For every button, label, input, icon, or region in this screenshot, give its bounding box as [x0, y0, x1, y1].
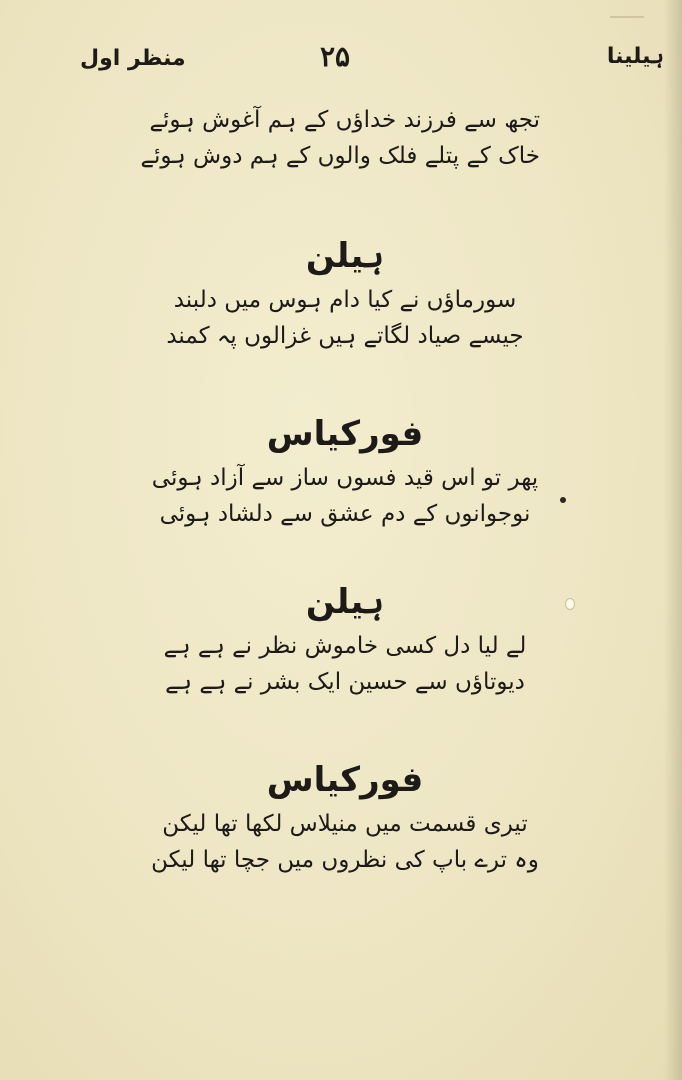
paper-hole [565, 598, 575, 610]
dialogue-section [150, 760, 540, 878]
opening-verse [140, 102, 540, 174]
speaker-name: فورکیاس [266, 414, 424, 454]
scan-mark [610, 16, 644, 18]
page-header [0, 40, 682, 80]
speaker-name: فورکیاس [266, 760, 424, 800]
dialogue-section [150, 414, 540, 532]
running-title-right: ہیلینا [606, 44, 664, 69]
verse-line: لے لیا دل کسی خاموش نظر نے ہے ہے [163, 633, 527, 659]
verse-line: پھر تو اس قید فسوں ساز سے آزاد ہوئی [151, 465, 539, 491]
verse-line: تیری قسمت میں منیلاس لکھا تھا لیکن [162, 811, 528, 837]
page-spine-shadow [664, 0, 682, 1080]
ink-speck [560, 497, 566, 503]
verse-line: تجھ سے فرزند خداؤں کے ہم آغوش ہوئے [149, 107, 540, 133]
verse-line: وہ ترے باپ کی نظروں میں جچا تھا لیکن [151, 847, 539, 873]
verse-line: خاک کے پتلے فلک والوں کے ہم دوش ہوئے [140, 143, 540, 169]
speaker-name: ہیلن [305, 236, 385, 276]
dialogue-section [150, 582, 540, 700]
verse-line: جیسے صیاد لگاتے ہیں غزالوں پہ کمند [166, 323, 524, 349]
verse-line: دیوتاؤں سے حسین ایک بشر نے ہے ہے [165, 669, 525, 695]
verse-line: نوجوانوں کے دم عشق سے دلشاد ہوئی [159, 501, 531, 527]
running-title-left: منظر اول [80, 46, 186, 71]
verse-line: سورماؤں نے کیا دام ہوس میں دلبند [173, 287, 517, 313]
speaker-name: ہیلن [305, 582, 385, 622]
dialogue-section [150, 236, 540, 354]
page-number: ۲۵ [320, 40, 351, 73]
